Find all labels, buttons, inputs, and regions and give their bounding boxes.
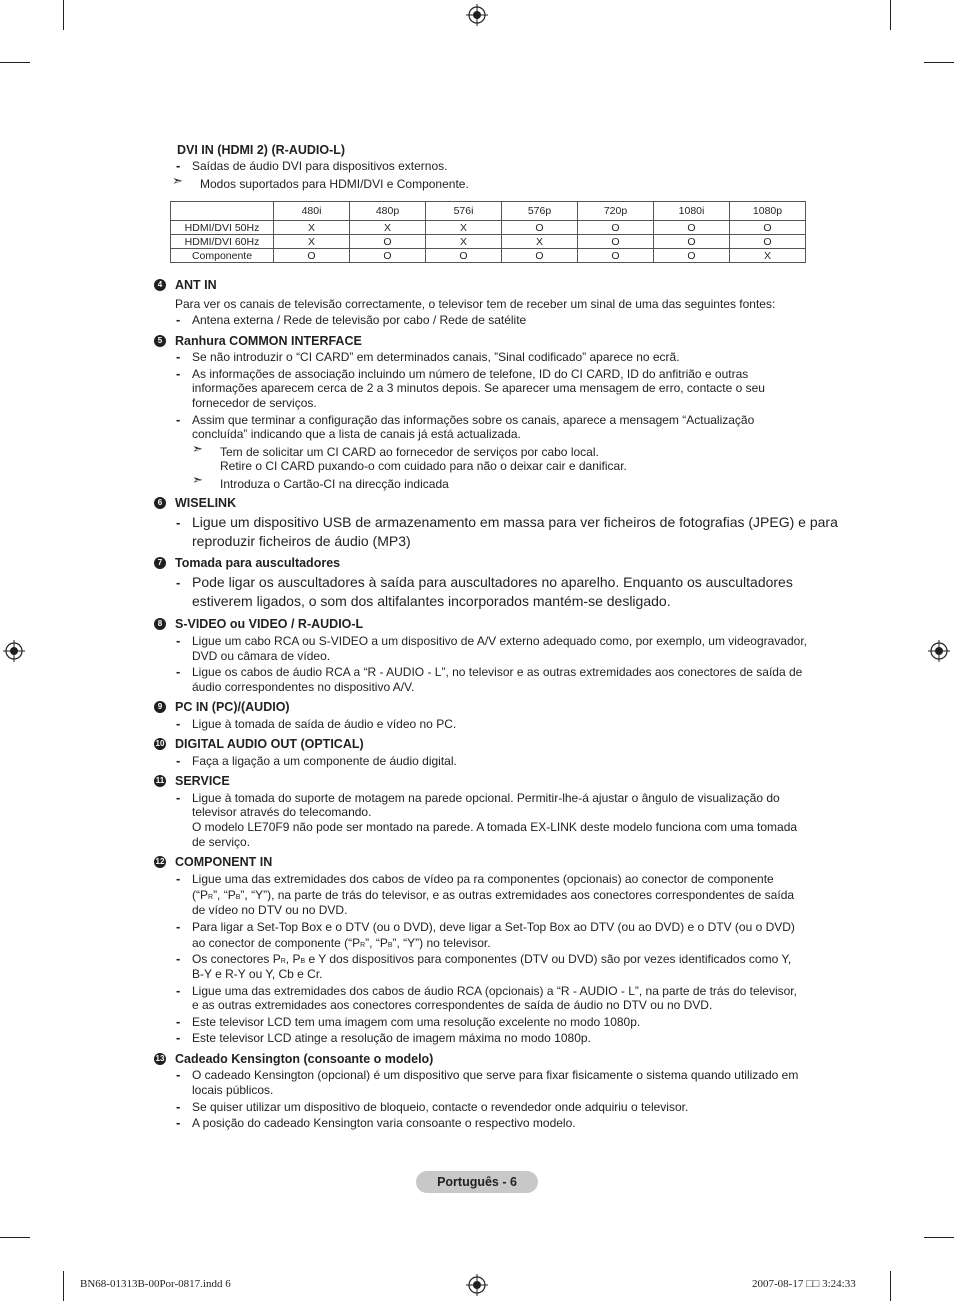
table-header-cell: 576p [502,202,578,221]
registration-mark-icon [466,1274,488,1296]
section-number-badge: 9 [154,701,166,713]
note-arrow-icon: ➣ [192,441,203,456]
crop-mark [0,1237,30,1238]
table-header-row [171,202,806,221]
bullet-text: Faça a ligação a um componente de áudio digital. [192,754,457,768]
bullet-dash: - [176,716,181,731]
table-cell: X [350,221,426,235]
bullet-dash: - [176,664,181,679]
note-text: Introduza o Cartão-CI na direcção indicada [220,477,449,491]
text-fragment: ”, “Y”), na parte de trás do televisor, e as outras extremidades aos conectores correspondentes de saída [240,888,795,902]
table-cell: X [502,235,578,249]
row-label: HDMI/DVI 60Hz [171,235,274,249]
table-cell: O [654,235,730,249]
section-number-badge: 4 [154,279,166,291]
table-cell: X [426,221,502,235]
bullet-dash: - [176,1115,181,1130]
table-cell: X [730,249,806,263]
bullet-text: televisor através do telecomando. [192,805,372,819]
section-heading: Tomada para auscultadores [175,556,341,570]
table-row [171,221,806,235]
table-cell: O [578,249,654,263]
table-cell: O [578,235,654,249]
bullet-text: Se quiser utilizar um dispositivo de bloqueio, contacte o revendedor onde adquiriu o televisor. [192,1100,689,1114]
text-fragment: Os conectores P [192,952,281,966]
subscript-r: R [280,958,286,965]
registration-mark-icon [928,640,950,662]
bullet-dash: - [176,349,181,364]
table-row [171,235,806,249]
table-cell: O [654,249,730,263]
bullet-text: de serviço. [192,835,251,849]
subscript-b: B [300,958,306,965]
table-header-cell: 480p [350,202,426,221]
registration-mark-icon [3,640,25,662]
section-number-badge: 6 [154,497,166,509]
bullet-dash: - [176,633,181,648]
page-number-label: Português - 6 [416,1171,538,1193]
dvi-note: Modos suportados para HDMI/DVI e Componente. [200,177,469,191]
bullet-dash: - [176,983,181,998]
text-fragment: ”, “P [213,888,236,902]
dvi-heading: DVI IN (HDMI 2) (R-AUDIO-L) [177,143,346,157]
bullet-text: As informações de associação incluindo um número de telefone, ID do CI CARD, ID do anfitrião e outras [192,367,749,381]
table-cell: O [502,249,578,263]
bullet-text: A posição do cadeado Kensington varia consoante o respectivo modelo. [192,1116,576,1130]
table-cell: O [350,235,426,249]
text-fragment: e Y dos dispositivos para componentes (DTV ou DVD) são por vezes identificados como Y, [305,952,792,966]
text-fragment: (“P [192,888,208,902]
crop-mark [63,0,64,30]
bullet-text: informações aparecem cerca de 2 a 3 minutos depois. Se aparecer uma mensagem de erro, contacte o seu [192,381,765,395]
bullet-text: locais públicos. [192,1083,274,1097]
bullet-dash: - [176,951,181,966]
bullet-text: Ligue uma das extremidades dos cabos de vídeo pa ra componentes (opcionais) ao conector de componente [192,872,774,886]
text-fragment: , P [285,952,301,966]
bullet-dash: - [176,412,181,427]
bullet-text: de vídeo no DTV ou no DVD. [192,903,348,917]
bullet-text: Antena externa / Rede de televisão por cabo / Rede de satélite [192,313,527,327]
table-corner-cell [171,202,274,221]
crop-mark [890,1271,891,1301]
section-heading: WISELINK [175,496,237,510]
text-fragment: ”, “P [365,936,388,950]
bullet-dash: - [176,158,181,173]
bullet-text: Este televisor LCD tem uma imagem com uma resolução excelente no modo 1080p. [192,1015,641,1029]
table-cell: O [274,249,350,263]
section-number-badge: 10 [155,739,165,748]
section-number-badge: 7 [154,557,166,569]
crop-mark [63,1271,64,1301]
subscript-r: R [208,894,214,901]
table-cell: O [730,221,806,235]
bullet-dash: - [176,575,181,590]
table-header-cell: 1080i [654,202,730,221]
note-arrow-icon: ➣ [192,472,203,487]
bullet-text: O cadeado Kensington (opcional) é um dispositivo que serve para fixar fisicamente o sistema quando utilizado em [192,1068,799,1082]
section-heading: COMPONENT IN [175,855,273,869]
table-cell: O [578,221,654,235]
bullet-dash: - [176,790,181,805]
section-number-badge: 8 [154,618,166,630]
bullet-text: estiverem ligados, o som dos altifalantes incorporados mantém-se desligado. [192,593,671,609]
footer-file-info: BN68-01313B-00Por-0817.indd 6 [80,1278,231,1290]
bullet-text: Para ligar a Set-Top Box e o DTV (ou o DVD), deve ligar a Set-Top Box ao DTV (ou ao DVD) e o DTV (ou o DVD) [192,920,795,934]
table-cell: X [426,235,502,249]
subscript-b: B [387,942,393,949]
footer-timestamp: 2007-08-17 □□ 3:24:33 [752,1278,856,1290]
table-header-cell: 1080p [730,202,806,221]
bullet-text: DVD ou câmara de vídeo. [192,649,331,663]
bullet-dash: - [176,871,181,886]
bullet-dash: - [176,515,181,530]
modes-table [170,201,806,263]
note-text: Retire o CI CARD puxando-o com cuidado para não o deixar cair e danificar. [220,459,627,473]
text-fragment: ao conector de componente (“P [192,936,361,950]
bullet-dash: - [176,753,181,768]
registration-mark-icon [466,4,488,26]
bullet-text: e as outras extremidades aos conectores correspondentes de saída de áudio no DTV ou no DVD. [192,998,713,1012]
table-cell: O [502,221,578,235]
table-cell: X [274,221,350,235]
section-number-badge: 12 [155,857,165,866]
section-number-badge: 11 [155,776,165,785]
bullet-text: fornecedor de serviços. [192,396,317,410]
section-heading: ANT IN [175,278,217,292]
table-cell: O [654,221,730,235]
bullet-text: Ligue à tomada de saída de áudio e vídeo no PC. [192,717,457,731]
section-number-badge: 5 [154,335,166,347]
bullet-text [192,936,491,954]
row-label: Componente [171,249,274,263]
table-cell: O [426,249,502,263]
bullet-text: Assim que terminar a configuração das informações sobre os canais, aparece a mensagem “Actualização [192,413,755,427]
section-number-badge: 13 [155,1054,165,1063]
table-cell: O [350,249,426,263]
bullet-text: Ligue um cabo RCA ou S-VIDEO a um dispositivo de A/V externo adequado como, por exemplo, um videogravador, [192,634,808,648]
bullet-dash: - [176,366,181,381]
bullet-dash: - [176,919,181,934]
note-text: Tem de solicitar um CI CARD ao fornecedor de serviços por cabo local. [220,445,599,459]
bullet-text: áudio correspondentes no dispositivo A/V. [192,680,415,694]
bullet-dash: - [176,1067,181,1082]
crop-mark [0,62,30,63]
row-label: HDMI/DVI 50Hz [171,221,274,235]
crop-mark [890,0,891,30]
section-heading: PC IN (PC)/(AUDIO) [175,700,290,714]
bullet-text: O modelo LE70F9 não pode ser montado na parede. A tomada EX-LINK deste modelo funciona com uma tomada [192,820,798,834]
bullet-text: Ligue um dispositivo USB de armazenamento em massa para ver ficheiros de fotografias (JPEG) e para [192,514,838,530]
bullet-text: concluída” indicando que a lista de canais já está actualizada. [192,427,521,441]
table-header-cell: 576i [426,202,502,221]
bullet-text: reproduzir ficheiros de áudio (MP3) [192,533,411,549]
bullet-dash: - [176,1030,181,1045]
section-heading: SERVICE [175,774,230,788]
bullet-dash: - [176,1014,181,1029]
subscript-b: B [235,894,241,901]
crop-mark [924,1237,954,1238]
crop-mark [924,62,954,63]
bullet-dash: - [176,1099,181,1114]
table-cell: X [274,235,350,249]
section-heading: Ranhura COMMON INTERFACE [175,334,362,348]
note-arrow-icon: ➣ [172,173,183,188]
bullet-text: Este televisor LCD atinge a resolução de imagem máxima no modo 1080p. [192,1031,591,1045]
table-header-cell: 720p [578,202,654,221]
subscript-r: R [360,942,366,949]
bullet-text: B-Y e R-Y ou Y, Cb e Cr. [192,967,323,981]
bullet-dash: - [176,312,181,327]
table-row [171,249,806,263]
bullet-text: Ligue uma das extremidades dos cabos de áudio RCA (opcionais) a “R - AUDIO - L”, na parte de trás do televisor, [192,984,797,998]
table-header-cell: 480i [274,202,350,221]
text-fragment: ”, “Y”) no televisor. [392,936,491,950]
section-heading: S-VIDEO ou VIDEO / R-AUDIO-L [175,617,364,631]
bullet-text: Ligue os cabos de áudio RCA a “R - AUDIO - L”, no televisor e as outras extremidades aos conectores de saída de [192,665,803,679]
bullet-text: Pode ligar os auscultadores à saída para auscultadores no aparelho. Enquanto os auscultadores [192,574,793,590]
section-heading: DIGITAL AUDIO OUT (OPTICAL) [175,737,364,751]
section-paragraph: Para ver os canais de televisão correctamente, o televisor tem de receber um sinal de uma das seguintes fontes: [175,297,776,311]
section-heading: Cadeado Kensington (consoante o modelo) [175,1052,434,1066]
table-cell: O [730,235,806,249]
bullet-text: Ligue à tomada do suporte de motagem na parede opcional. Permitir-lhe-á ajustar o ângulo de visualização do [192,791,780,805]
dvi-bullet: Saídas de áudio DVI para dispositivos externos. [192,159,448,173]
bullet-text: Se não introduzir o “CI CARD” em determinados canais, ”Sinal codificado” aparece no ecrã. [192,350,680,364]
